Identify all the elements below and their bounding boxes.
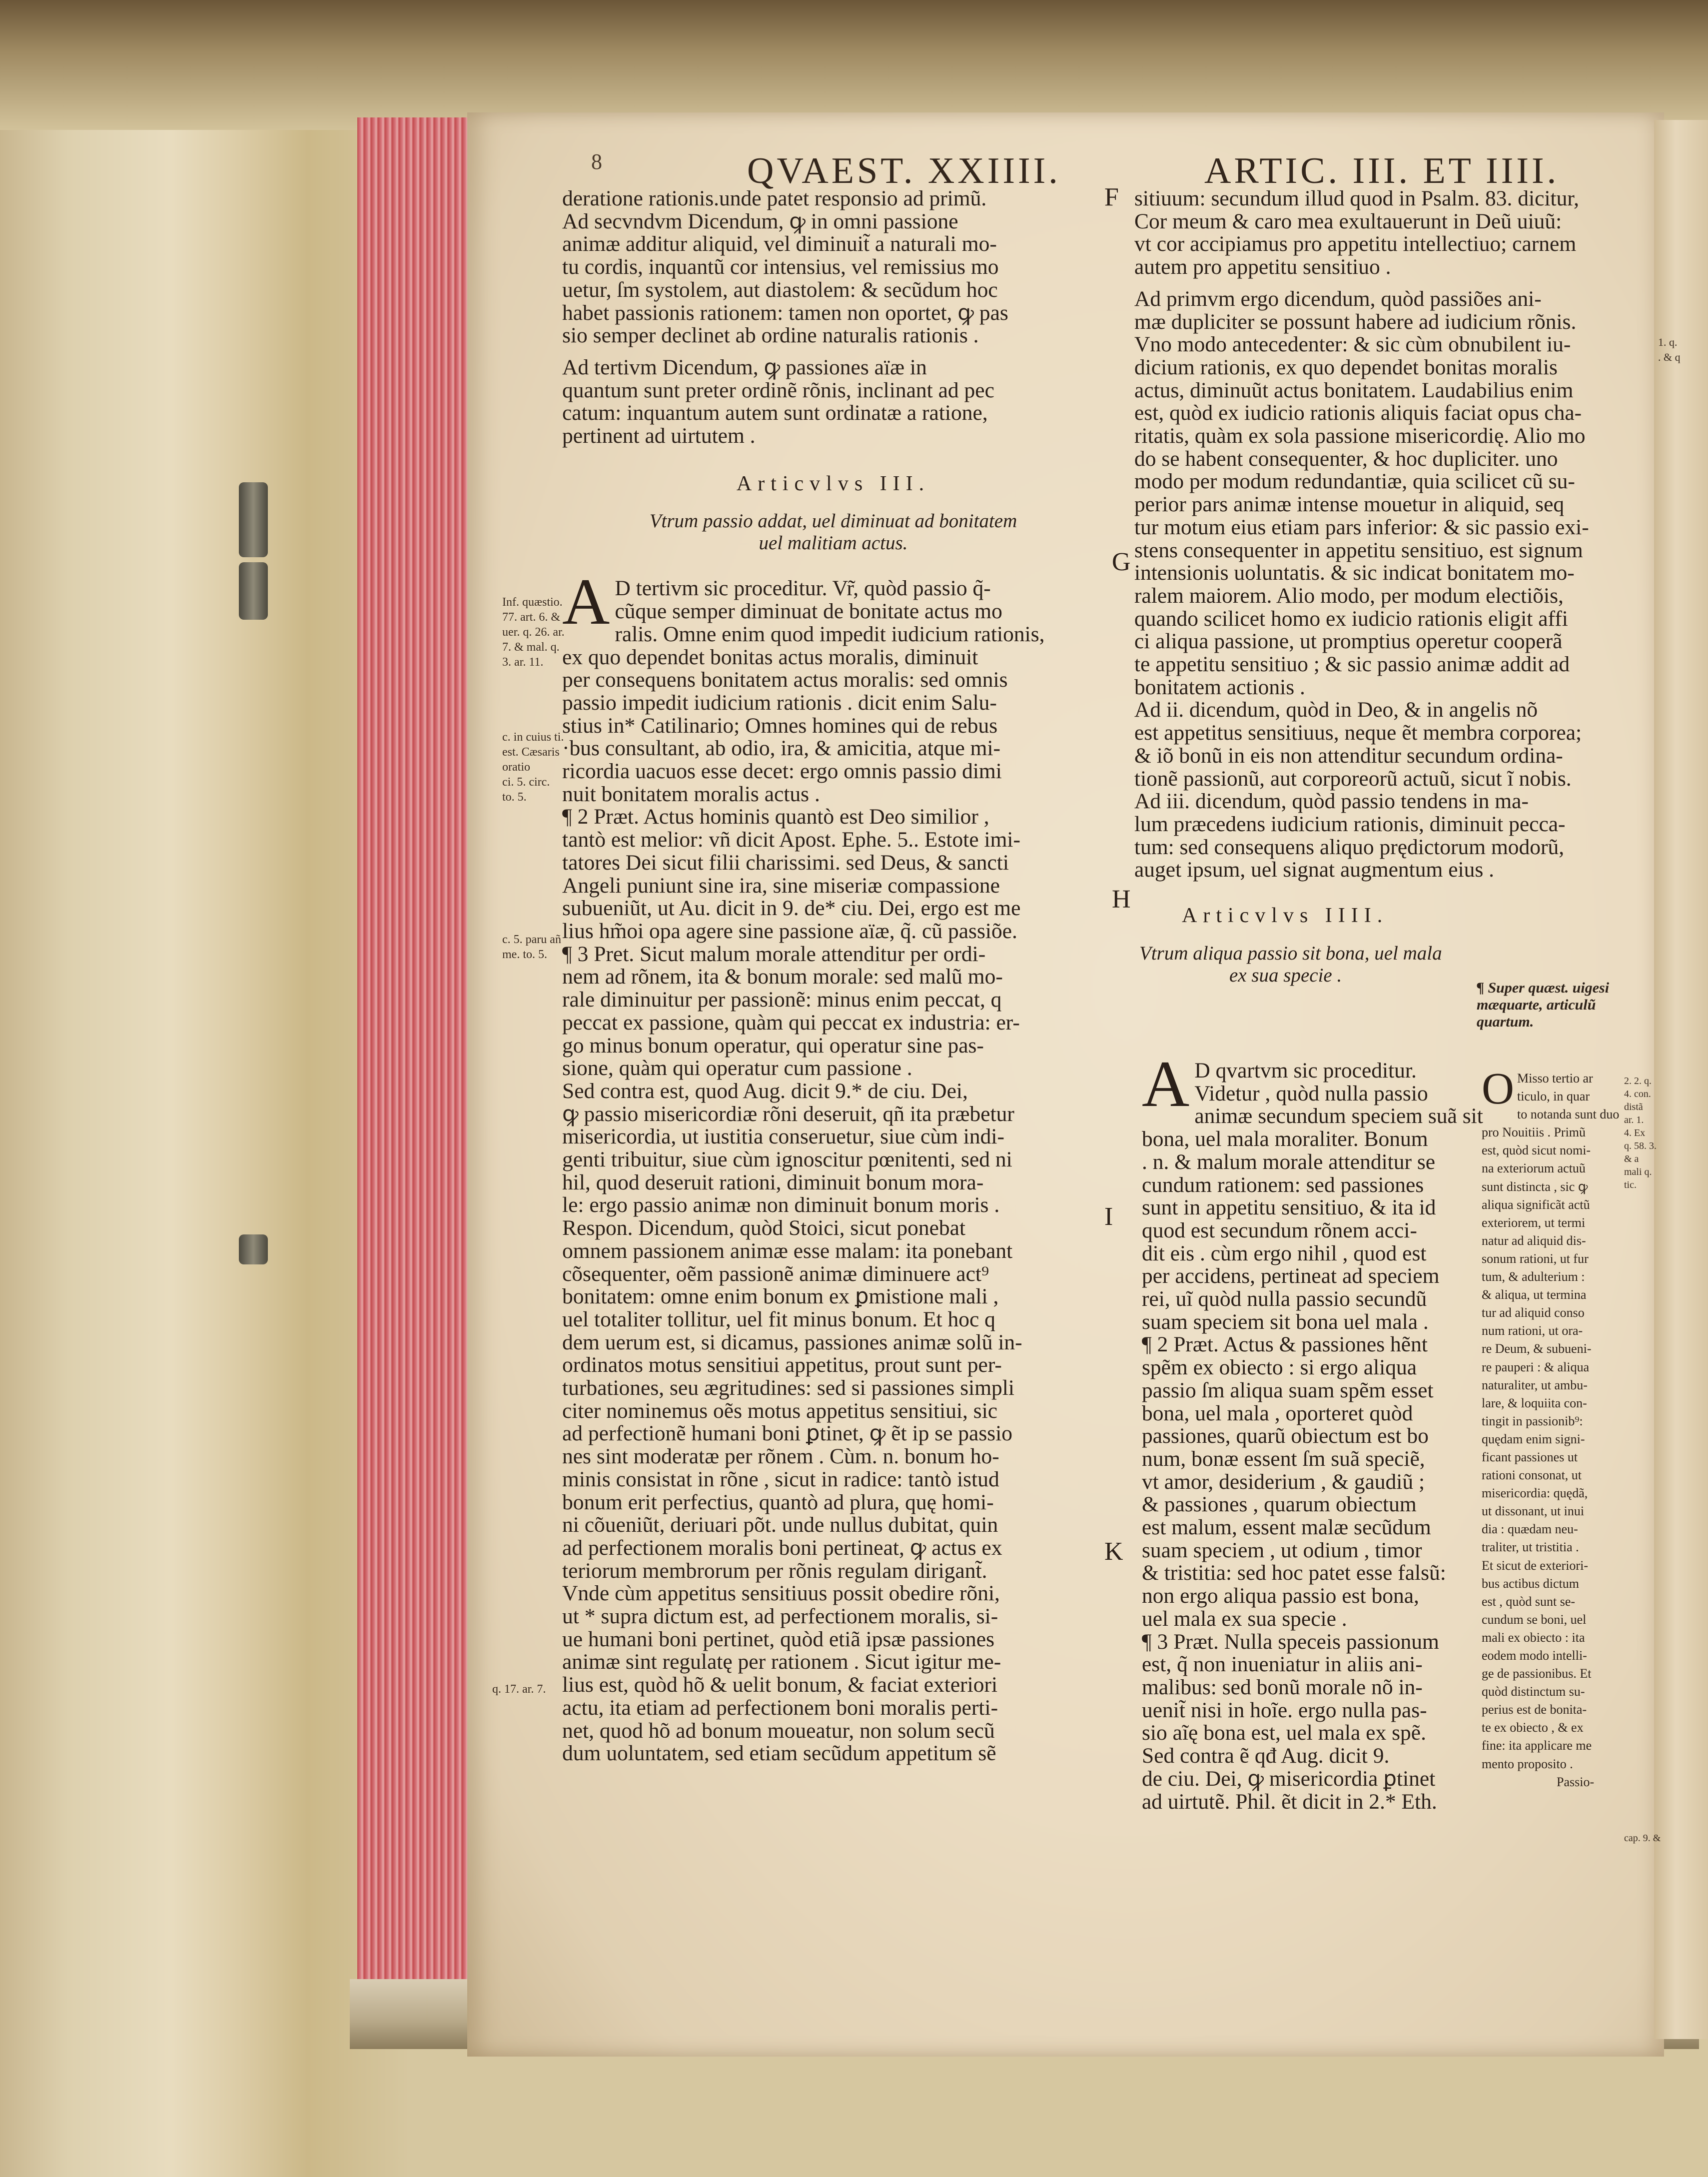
commentary-line: ge de passionibus. Et [1482, 1666, 1592, 1681]
text-line: sione, quàm qui operatur cum passione . [562, 1056, 912, 1081]
text-line: est malum, essent malæ secũdum [1142, 1515, 1431, 1540]
commentary-line: re Deum, & subueni- [1482, 1341, 1592, 1356]
clasp-hinge-upper [239, 482, 268, 557]
text-line: Ad secvndvm Dicendum, ꝙ in omni passione [562, 209, 958, 233]
text-line: passio ſm aliqua suam spẽm esset [1142, 1378, 1434, 1402]
text-line: ad uirtutẽ. Phil. ẽt dicit in 2.* Eth. [1142, 1789, 1437, 1814]
text-line: Respon. Dicendum, quòd Stoici, sicut ponebat [562, 1216, 966, 1240]
text-line: tur motum eius etiam pars inferior: & sic passio exi- [1134, 515, 1589, 539]
text-line: genti tribuitur, siue cùm ignoscitur pœnitenti, sed ni [562, 1147, 1012, 1172]
text-line: ci aliqua passione, ut promptius operetur cooperã [1134, 629, 1563, 654]
text-line: Sed contra est, quod Aug. dicit 9.* de ciu. Dei, [562, 1079, 968, 1103]
margin-note-group-2: c. in cuius ti. est. Cæsaris oratio ci. 5. circ. to. 5. [502, 731, 564, 804]
commentary-line: pro Nouitiis . Primũ [1482, 1125, 1586, 1140]
commentary-line: tum, & adulterium : [1482, 1269, 1585, 1284]
text-line: vt cor accipiamus pro appetitu intellectiuo; carnem [1134, 232, 1577, 256]
red-page-edges [357, 117, 472, 2032]
commentary-line: sunt distincta , sic ꝙ [1482, 1179, 1588, 1194]
text-line: subueniũt, ut Au. dicit in 9. de* ciu. Dei, ergo est me [562, 896, 1021, 921]
text-line: le: ergo passio animæ non diminuit bonum moris . [562, 1193, 1000, 1217]
text-line: animæ sint regulatę per rationem . Sicut igitur me- [562, 1650, 1001, 1674]
text-line: stius in* Catilinario; Omnes homines qui de rebus [562, 713, 998, 738]
text-line: ralis. Omne enim quod impedit iudicium rationis, [615, 622, 1045, 646]
commentary-line: dia : quædam neu- [1482, 1522, 1578, 1537]
text-line: ex quo dependet bonitas actus moralis, diminuit [562, 645, 978, 669]
text-line: bonitatem: omne enim bonum ex ꝑmistione mali , [562, 1284, 999, 1309]
commentary-line: num rationi, ut ora- [1482, 1323, 1583, 1338]
article-4-body [1142, 1047, 1483, 1814]
text-line: turbationes, seu ægritudines: sed si passiones simpli [562, 1376, 1014, 1400]
text-line: suam speciem , ut odium , timor [1142, 1538, 1422, 1562]
commentary-line: Misso tertio ar [1517, 1071, 1593, 1086]
text-line: bona, uel mala moraliter. Bonum [1142, 1127, 1428, 1151]
text-line: ad perfectionẽ humani boni ꝑtinet, ꝙ ẽt ip se passio [562, 1421, 1013, 1446]
text-line: mæ dupliciter se possunt habere ad iudicium rõnis. [1134, 309, 1577, 334]
text-line: habet passionis rationem: tamen non oportet, ꝙ pas [562, 300, 1008, 325]
text-line: dicium rationis, ex quo dependet bonitas moralis [1134, 355, 1558, 379]
text-line: malibus: sed bonũ morale nõ in- [1142, 1675, 1423, 1699]
commentary-line: Et sicut de exteriori- [1482, 1558, 1588, 1573]
text-line: modo per modum redundantiæ, quia scilicet cũ su- [1134, 469, 1575, 494]
text-line: hil, quod deseruit rationi, diminuit bonum mora- [562, 1170, 984, 1194]
text-line: ralem maiorem. Alio modo, per modum electiõis, [1134, 583, 1564, 608]
margin-note-group-4: q. 17. ar. 7. [492, 1683, 546, 1696]
text-line: dum uoluntatem, sed etiam secũdum appetitum sẽ [562, 1741, 996, 1766]
next-page-edge [1654, 120, 1708, 2039]
article-title-line: Vtrum passio addat, uel diminuat ad bonitatem [649, 510, 1017, 532]
text-line: bonitatem actionis . [1134, 675, 1305, 699]
commentary-gloss: 2. 2. q. 4. con. distã ar. 1. 4. Ex q. 58. 3. & a mali q. tic. [1624, 1076, 1657, 1190]
commentary-line: aliqua significãt actũ [1482, 1197, 1590, 1212]
text-line: ritatis, quàm ex sola passione misericordię. Alio mo [1134, 424, 1586, 448]
text-line: rei, uĩ quòd nulla passio secundũ [1142, 1287, 1427, 1311]
text-line: ¶ 3 Præt. Nulla speceis passionum [1142, 1629, 1439, 1654]
text-line: passio impedit iudicium rationis . dicit enim Salu- [562, 690, 997, 715]
text-line: de ciu. Dei, ꝙ misericordia ꝑtinet [1142, 1766, 1436, 1791]
clasp-hinge-middle [239, 562, 268, 620]
text-line: cõsequenter, oẽm passionẽ animæ diminuere act⁹ [562, 1261, 989, 1286]
text-line: ue humani boni pertinet, quòd etiã ipsæ passiones [562, 1627, 995, 1651]
commentary-line: tingit in passionib⁹: [1482, 1413, 1583, 1428]
text-line: cundum rationem: sed passiones [1142, 1172, 1424, 1197]
section-letter-i: I [1104, 1202, 1113, 1231]
commentary-line: tur ad aliquid conso [1482, 1305, 1585, 1320]
text-line: cũque semper diminuat de bonitate actus mo [615, 599, 1002, 624]
text-line: Ad iii. dicendum, quòd passio tendens in ma- [1134, 789, 1529, 814]
text-line: passiones, quarũ obiectum est bo [1142, 1424, 1429, 1448]
text-line: sunt in appetitu sensitiuo, & ita id [1142, 1195, 1436, 1220]
section-letter-f: F [1104, 183, 1119, 211]
text-line: uel totaliter tollitur, uel fit minus bonum. Et hoc q [562, 1307, 995, 1331]
text-line: ut * supra dictum est, ad perfectionem moralis, si- [562, 1604, 998, 1629]
text-line: est, q̃ non inueniatur in aliis ani- [1142, 1652, 1423, 1677]
commentary-line: ticulo, in quar [1517, 1089, 1590, 1104]
text-line: Angeli puniunt sine ira, sine miseriæ compassione [562, 873, 1000, 898]
text-line: per accidens, pertineat ad speciem [1142, 1264, 1440, 1288]
commentary-gloss-bottom: cap. 9. & [1624, 1833, 1661, 1844]
text-line: quod est secundum rõnem acci- [1142, 1218, 1417, 1242]
text-line: D qvartvm sic proceditur. [1194, 1059, 1417, 1083]
text-line: suam speciem sit bona uel mala . [1142, 1309, 1429, 1334]
clasp-hinge-lower [239, 1234, 268, 1264]
text-line: tionẽ passionũ, aut corporeorũ actuũ, sicut ĩ nobis. [1134, 766, 1572, 791]
text-line: do se habent consequenter, & hoc dupliciter. uno [1134, 446, 1558, 471]
page-mark: 8 [591, 149, 602, 174]
text-line: stens consequenter in appetitu sensitiuo, est signum [1134, 538, 1583, 562]
text-line: teriorum membrorum per rõnis regulam dirigant̃. [562, 1558, 987, 1583]
text-line: dem uerum est, si dicamus, passiones animæ solũ in- [562, 1330, 1022, 1354]
text-line: net, quod hõ ad bonum moueatur, non solum secũ [562, 1718, 995, 1743]
article-title-line: uel malitiam actus. [759, 532, 908, 554]
text-line: num, bonæ essent ſm suã speciẽ, [1142, 1446, 1425, 1471]
text-line: catum: inquantum autem sunt ordinatæ a ratione, [562, 401, 988, 425]
commentary-line: lare, & loquiita con- [1482, 1395, 1587, 1410]
text-line: nuit bonitatem moralis actus . [562, 782, 820, 806]
text-line: uetur, ſm systolem, aut diastolem: & secũdum hoc [562, 277, 998, 302]
commentary-line: ficant passiones ut [1482, 1449, 1578, 1464]
text-line: bona, uel mala , oporteret quòd [1142, 1401, 1413, 1425]
commentary-line: re pauperi : & aliqua [1482, 1359, 1590, 1374]
text-line: per consequens bonitatem actus moralis: sed omnis [562, 668, 1008, 692]
text-line: deratione rationis.unde patet responsio ad primũ. [562, 186, 987, 210]
text-line: quantum sunt preter ordinẽ rõnis, inclinant ad pec [562, 378, 994, 402]
text-line: minis consistat in rõne , sicut in radice: tantò istud [562, 1467, 999, 1491]
commentary-side-label: ¶ Super quæst. uigesi mæquarte, articulũ quartum. [1477, 980, 1610, 1030]
text-line: te appetitu sensitiuo ; & sic passio animæ addit ad [1134, 652, 1570, 677]
running-head-right: ARTIC. III. ET IIII. [1204, 150, 1560, 191]
text-line: dit eis . cùm ergo nihil , quod est [1142, 1241, 1427, 1265]
commentary-column [1482, 1064, 1637, 1791]
text-line: . n. & malum morale attenditur se [1142, 1149, 1436, 1174]
text-line: tum: sed consequens aliquo prędictorum modorũ, [1134, 835, 1565, 859]
drop-cap-a: A [562, 565, 610, 639]
text-line: Ad primvm ergo dicendum, quòd passiões ani- [1134, 286, 1542, 311]
commentary-line: sonum rationi, ut fur [1482, 1251, 1589, 1266]
text-line: D tertivm sic proceditur. Vr̃, quòd passio q̃- [615, 576, 991, 601]
text-line: spẽm ex obiecto : si ergo aliqua [1142, 1355, 1417, 1380]
commentary-line: to notanda sunt duo [1517, 1107, 1620, 1122]
text-line: lius hm̃oi opa agere sine passione aïæ, q̃. cũ passiõe. [562, 919, 1017, 943]
text-line: ¶ 2 Præt. Actus hominis quantò est Deo similior , [562, 805, 989, 829]
section-letter-h: H [1112, 885, 1131, 914]
commentary-line: quędam enim signi- [1482, 1431, 1585, 1446]
text-line: Vno modo antecedenter: & sic cùm obnubilent iu- [1134, 332, 1571, 357]
right-margin-note-2: . & q [1658, 351, 1681, 363]
text-line: uel mala ex sua specie . [1142, 1606, 1347, 1631]
commentary-line: rationi consonat, ut [1482, 1468, 1582, 1483]
text-line: ¶ 3 Pret. Sicut malum morale attenditur per ordi- [562, 942, 986, 966]
commentary-line: est , quòd sunt se- [1482, 1594, 1576, 1609]
commentary-line: misericordia: quędã, [1482, 1486, 1588, 1501]
text-line: ad perfectionem moralis boni pertineat, ꝙ actus ex [562, 1535, 1002, 1560]
commentary-line: eodem modo intelli- [1482, 1648, 1587, 1663]
commentary-line: natur ad aliquid dis- [1482, 1233, 1586, 1248]
text-line: tatores Dei sicut filii charissimi. sed Deus, & sancti [562, 850, 1009, 875]
article-heading-3: Articvlvs III. [736, 472, 930, 495]
text-line: nes sint moderatæ per rõnem . Cùm. n. bonum ho- [562, 1444, 999, 1469]
text-line: animæ secundum speciem suã sit [1194, 1104, 1483, 1128]
text-line: Ad tertivm Dicendum, ꝙ passiones aïæ in [562, 355, 927, 379]
left-text-column [562, 187, 1104, 1765]
commentary-line: cundum se boni, uel [1482, 1612, 1587, 1627]
text-line: uenit̃ nisi in hoĩe. ergo nulla pas- [1142, 1698, 1427, 1722]
commentary-line: & aliqua, ut termina [1482, 1287, 1587, 1302]
text-line: tu cordis, inquantũ cor intensius, vel remissius mo [562, 255, 999, 279]
text-line: Ad ii. dicendum, quòd in Deo, & in angelis nõ [1134, 698, 1538, 722]
text-line: auget ipsum, uel signat augmentum eius . [1134, 858, 1495, 882]
text-line: pertinent ad uirtutem . [562, 424, 756, 448]
commentary-drop-cap-o: O [1482, 1064, 1514, 1113]
text-line: ¶ 2 Præt. Actus & passiones hẽnt [1142, 1332, 1428, 1357]
commentary-line: perius est de bonita- [1482, 1702, 1587, 1717]
text-line: ꝙ passio misericordiæ rõni deseruit, qñ ita præbetur [562, 1101, 1014, 1126]
catchword: Passio- [1557, 1774, 1595, 1789]
book-top-edge [0, 0, 1708, 130]
text-line: autem pro appetitu sensitiuo . [1134, 255, 1391, 279]
text-line: & iõ bonũ in eis non attenditur secundum ordina- [1134, 743, 1563, 768]
commentary-line: mento proposito . [1482, 1756, 1573, 1771]
text-line: actu, ita etiam ad perfectionem boni moralis perti- [562, 1695, 998, 1720]
text-line: perior pars animæ intense mouetur in aliquid, seq [1134, 492, 1565, 517]
text-line: lum præcedens iudicium rationis, diminuit pecca- [1134, 812, 1566, 836]
text-line: sitiuum: secundum illud quod in Psalm. 83. dicitur, [1134, 186, 1579, 210]
commentary-line: exteriorem, ut termi [1482, 1215, 1586, 1230]
margin-note-group-3: c. 5. paru añ me. to. 5. [502, 933, 561, 961]
commentary-line: ut dissonant, ut inui [1482, 1504, 1585, 1519]
text-line: Cor meum & caro mea exultauerunt in Deũ uiuũ: [1134, 209, 1562, 233]
text-line: go minus bonum operatur, qui operatur sine pas- [562, 1033, 984, 1058]
section-letter-k: K [1104, 1537, 1123, 1566]
text-line: omnem passionem animæ esse malam: ita ponebant [562, 1238, 1013, 1263]
text-line: & passiones , quarum obiectum [1142, 1492, 1417, 1517]
text-line: est appetitus sensitiuus, neque ẽt membra corporea; [1134, 721, 1582, 745]
text-line: sio semper declinet ab ordine naturalis rationis . [562, 323, 979, 348]
text-line: Vnde cùm appetitus sensitiuus possit obedire rõni, [562, 1581, 1000, 1606]
text-line: misericordia, ut iustitia conseruetur, siue cùm indi- [562, 1124, 1004, 1149]
text-line: non ergo aliqua passio est bona, [1142, 1584, 1419, 1608]
text-line: Videtur , quòd nulla passio [1194, 1081, 1428, 1105]
commentary-line: mali ex obiecto : ita [1482, 1630, 1585, 1645]
commentary-line: naturaliter, ut ambu- [1482, 1377, 1588, 1392]
text-line: est, quòd ex iudicio rationis aliquis faciat opus cha- [1134, 401, 1582, 425]
text-line: ·bus consultant, ab odio, ira, & amicitia, atque mi- [562, 736, 1001, 761]
commentary-line: bus actibus dictum [1482, 1576, 1579, 1591]
commentary-line: na exteriorum actuũ [1482, 1161, 1586, 1176]
text-line: peccat ex passione, quàm qui peccat ex industria: er- [562, 1010, 1020, 1035]
text-line: ordinatos motus sensitiui appetitus, prout sunt per- [562, 1353, 1002, 1377]
text-line: animæ additur aliquid, vel diminuit̃ a naturali mo- [562, 232, 997, 256]
text-line: lius est, quòd hõ & uelit bonum, & faciat exteriori [562, 1673, 998, 1697]
text-line: & tristitia: sed hoc patet esse falsũ: [1142, 1561, 1446, 1585]
running-head-left: QVAEST. XXIIII. [747, 150, 1061, 191]
commentary-line: est, quòd sicut nomi- [1482, 1143, 1591, 1158]
commentary-line: traliter, ut tristitia . [1482, 1540, 1579, 1555]
right-margin-note-1: 1. q. [1658, 336, 1678, 348]
text-line: ni cõueniũt, deriuari põt. unde nullus dubitat, quin [562, 1513, 998, 1537]
article-heading-4: Articvlvs IIII. [1182, 904, 1389, 928]
margin-note-group-1: Inf. quæstio. 77. art. 6. & uer. q. 26. ar. 7. & mal. q. 3. ar. 11. [502, 596, 565, 669]
article-title-line: ex sua specie . [1229, 964, 1342, 986]
commentary-line: fine: ita applicare me [1482, 1738, 1592, 1753]
text-line: quando scilicet homo ex iudicio rationis eligit affi [1134, 606, 1568, 631]
commentary-line: quòd distinctum su- [1482, 1684, 1585, 1699]
article-title-line: Vtrum aliqua passio sit bona, uel mala [1139, 942, 1442, 964]
text-line: ricordia uacuos esse decet: ergo omnis passio dimi [562, 759, 1002, 784]
text-line: vt amor, desiderium , & gaudiũ ; [1142, 1469, 1425, 1494]
text-line: sio aĩę bona est, uel mala ex spẽ. [1142, 1721, 1426, 1745]
text-line: tantò est melior: vñ dicit Apost. Ephe. 5.. Estote imi- [562, 828, 1021, 852]
text-line: rale diminuitur per passionẽ: minus enim peccat, q [562, 988, 1002, 1012]
text-line: intensionis uoluntatis. & sic indicat bonitatem mo- [1134, 561, 1575, 585]
commentary-line: te ex obiecto , & ex [1482, 1720, 1584, 1735]
section-letter-g: G [1112, 548, 1131, 576]
text-line: Sed contra ẽ qđ Aug. dicit 9. [1142, 1744, 1390, 1768]
text-line: citer nominemus oẽs motus appetitus sensitiui, sic [562, 1398, 998, 1423]
text-line: nem ad rõnem, ita & bonum morale: sed malũ mo- [562, 965, 1003, 989]
drop-cap-a: A [1142, 1047, 1190, 1120]
text-line: bonum erit perfectius, quantò ad plura, quę homi- [562, 1490, 994, 1514]
right-text-column [1134, 187, 1639, 987]
text-line: actus, diminuũt actus bonitatem. Laudabilius enim [1134, 378, 1574, 402]
